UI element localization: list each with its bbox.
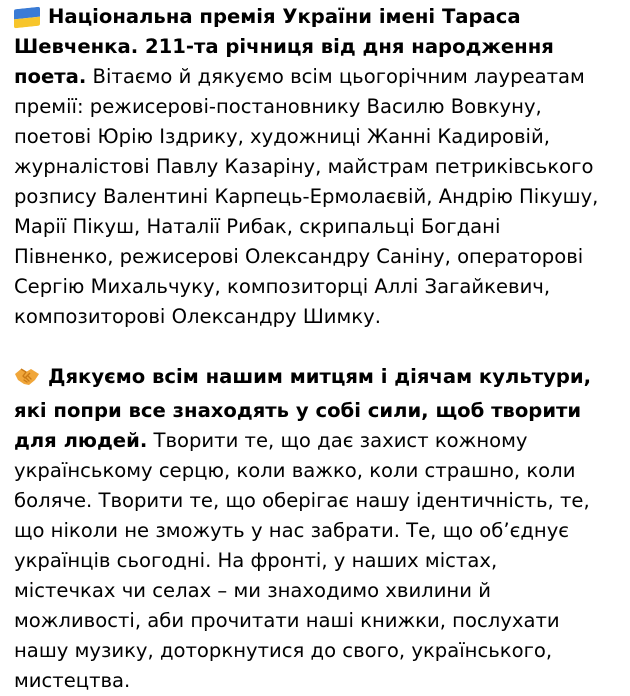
gratitude-text: Творити те, що дає захист кожному українському серцю, коли важко, коли страшно, коли боляче. Творити те, що оберігає нашу ідентичність, те, що ніколи не зможуть у нас забрати. Те, що об’єднує українців сьогодні. На фронті, у наших містах, містечках чи селах – ми знаходимо хвилини й можливості, аби прочитати наші книжки, послухати нашу музику, доторкнутися до свого, українського, мистецтва. <box>14 429 590 692</box>
gratitude-heading: Дякуємо всім нашим митцям і діячам культури, які попри все знаходять у собі сили, щоб творити для людей. <box>14 365 592 452</box>
ukraine-flag-icon <box>14 7 40 29</box>
laureates-text: Вітаємо й дякуємо всім цьогорічним лауреатам премії: режисерові-постановнику Василю Вовкуну, поетові Юрію Іздрику, художниці Жанні Кадировій, журналістові Павлу Казаріну, майстрам петриківського розпису Валентині Карпець-Ермолаєвій, Андрію Пікушу, Марії Пікуш, Наталії Рибак, скрипальці Богдані Півненко, режисерові Олександру Саніну, операторові Сергію Михальчуку, композиторці Аллі Загайкевич, композиторові Олександру Шимку. <box>14 65 599 328</box>
paragraph-laureates <box>14 2 600 332</box>
paragraph-gap <box>14 332 600 362</box>
handshake-icon <box>14 365 40 396</box>
paragraph-gratitude <box>14 362 600 696</box>
laureates-heading: Національна премія України імені Тараса Шевченка. 211-та річниця від дня народження поета. <box>14 5 554 88</box>
